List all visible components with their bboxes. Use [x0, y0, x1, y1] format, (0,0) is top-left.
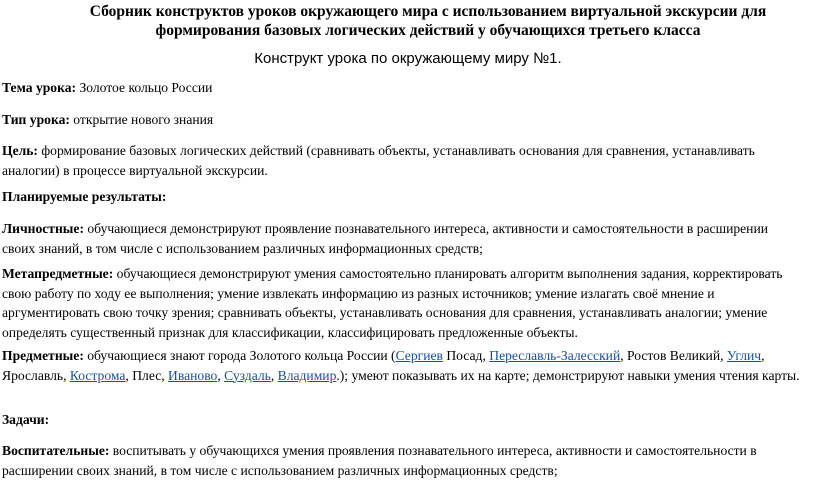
- personal-value: обучающиеся демонстрируют проявление познавательного интереса, активности и самостоятельности в расширении своих знаний, в том числе с использованием различных информационных средств;: [2, 221, 768, 256]
- document-title: Сборник конструктов уроков окружающего мира с использованием виртуальной экскурсии для формирования базовых логических действий у обучающихся третьего класса: [89, 3, 767, 39]
- goal-paragraph: [2, 141, 804, 180]
- topic-value: Золотое кольцо России: [76, 80, 213, 95]
- metasubject-results-paragraph: [2, 264, 804, 342]
- link-ivanovo[interactable]: Иваново: [168, 367, 218, 383]
- lesson-type-paragraph: [2, 110, 804, 130]
- lesson-type-value: открытие нового знания: [69, 112, 214, 127]
- personal-results-paragraph: [2, 219, 804, 258]
- topic-label: Тема урока:: [2, 80, 77, 95]
- link-kostroma[interactable]: Кострома: [69, 367, 126, 383]
- link-pereslavl[interactable]: Переславль-Залесский: [489, 348, 621, 363]
- goal-label: Цель:: [2, 143, 38, 158]
- document-subtitle: Конструкт урока по окружающему миру №1.: [254, 50, 562, 67]
- metasubject-label: Метапредметные:: [2, 266, 114, 281]
- topic-paragraph: [2, 78, 804, 98]
- tasks-heading: Задачи:: [2, 412, 50, 427]
- subject-label: Предметные:: [2, 348, 84, 363]
- educational-tasks-paragraph: [2, 441, 804, 480]
- subject-results-paragraph: Предметные: обучающиеся знают города Золотого кольца России (Сергиев Посад, Переславль-Залесский, Ростов Великий, Углич, Ярославль, Кострома, Плес, Иваново, Суздаль, Владимир.); умеют показывать их на карте; демонстрируют навыки умения чтения карты.: [2, 348, 800, 383]
- educational-label: Воспитательные:: [2, 443, 110, 458]
- link-uglich[interactable]: Углич: [726, 348, 762, 363]
- personal-label: Личностные:: [2, 221, 84, 236]
- link-suzdal[interactable]: Суздаль: [224, 367, 271, 383]
- results-heading: Планируемые результаты:: [2, 189, 167, 204]
- goal-value: формирование базовых логических действий (сравнивать объекты, устанавливать основания для сравнения, устанавливать аналогии) в процессе виртуальной экскурсии.: [2, 143, 755, 178]
- metasubject-value: обучающиеся демонстрируют умения самостоятельно планировать алгоритм выполнения задания, корректировать свою работу по ходу ее выполнения; умение извлекать информацию из разных источников; умение излагать своё мнение и аргументировать свою точку зрения; сравнивать объекты, устанавливать основания для сравнения, устанавливать аналогии; умение определять существенный признак для классификации, классифицировать предложенные объекты.: [2, 266, 783, 340]
- link-vladimir[interactable]: Владимир: [277, 367, 337, 383]
- link-sergiev[interactable]: Сергиев: [395, 348, 443, 363]
- lesson-type-label: Тип урока:: [2, 112, 70, 127]
- educational-value: воспитывать у обучающихся умения проявления познавательного интереса, активности и самостоятельности в расширении своих знаний, в том числе с использованием различных информационных средств;: [2, 443, 757, 478]
